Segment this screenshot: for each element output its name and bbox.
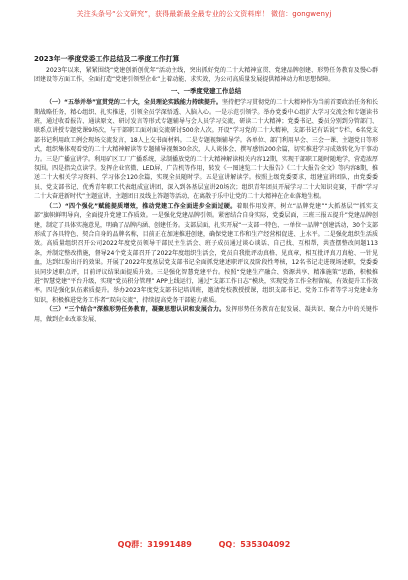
subsection-3-heading: （三）“三个结合”深推形势任务教育，凝聚思想认识和发展合力。 xyxy=(46,306,226,314)
subsection-1-text: 坚持把学习贯彻党的二十大精神作为当前首要政治任务和长期战略任务，精心组织、扎实推进，引领全员学深悟透、入脑入心。一是示范引领学。举办党委中心组扩大学习交流会和专题读书班，通过收看报告、通读原文、研讨发言等形式专题辅导与会人员学习交流，研读二十大精神；党委书记、委员分别到分管部门、联系点讲授专题党课9场次，与干部职工面对面交流研讨500余人次。开设“学习党的二十大精神，支部书记有话说”专栏，6名党支部书记利用政工例会现场交流发言，18人上交书面材料。二是专题视频辅导学。各单位、部门利用早会、三会一课、主题党日等形式，组织集体观看党的二十大精神解读等专题辅导视频30余次，人人谈体会、撰写感悟200余篇，切实推进学习成效转化为干事动力。三是广播宣讲学。利用矿区工厂广播系统，录制播放党的二十大精神解读相关内容12期，实现干部职工随时随地学，营造浓厚氛围。四是指尖点读学。发挥企业官微、LED屏、广告机等作用，转发《一图速览二十大报告》《二十大报告全文》等内容8期，推送二十大相关学习资料、学习体会120余篇，实现全员随时学。五是宣讲解读学。按照上级党委要求，组建宣讲团队，由党委委员、党支部书记、优秀青年职工代表组成宣讲团，深入到各基层宣讲20场次；组织青年团员开展学习二十大知识竞赛，干群“学习二十大奋进新时代”主题宣讲，主题团日及线上答题等活动，在离散于乐中让党的二十大精神在企业落地生根。 xyxy=(34,99,378,201)
subsection-1 xyxy=(34,98,378,201)
subsection-2-text: 着眼作用发挥，树立“品牌党建”“大抓基层”“抓实支部”旗帜鲜明导向，全面提升党建工作质效。一是强化党建品牌引领。紧密结合自身实际，党委层面，三班三报五提升”党建品牌创建，制定了具体实施意见，明确了品牌内涵、创建任务。支部层面，扎实开展“一支部一特色、一单位一品牌”创建活动，30个支部形成了各具特色、契合自身的品牌名称，目前正在加速推进创建，确保党建工作和生产经营相促进、上水平。二是强化组织生活质效。高质量组织召开公司2022年度党员领导干部民主生活会、班子成员通过谈心谈话、自己找、互相帮，共查摆整改问题113条，并制定整改措施，督导24个党支部召开了2022年度组织生活会，党员自我批评动真格、见真章，相互批评真刀真枪、一针见血，达到红脸出汗的效果。开展了2022年度基层党支部书记全面抓党建述职评议及阶段性考核，12名书记走进现场述职，党委委员同步述职点评，目前评议结果面提质升效。三是强化智慧党建平台。按照“党建生产融合、资源共享、精准施策”思路，积极推进“智慧党建”平台升级，实现“党员积分管理” APP上线运行，通过“支部工作日志”模块，实现党务工作全程留痕，有效提升工作效率。四是强化队伍素质提升。举办2023年度党支部书记培训班，邀请党校教授授课，组织支部书记、党务工作者等学习党建业务知识，积极推进党务工作者“双向交流”，持续提高党务干部能力素质。 xyxy=(34,202,378,304)
subsection-3-text: 发挥形势任务教育在促发展、凝共识、聚合力中的关键作用，做到企业改革发展、 xyxy=(34,306,378,323)
footer-qq-group: QQ群：31991489 xyxy=(117,540,192,549)
subsection-1-heading: （一）“五举并举”宣贯党的二十大，全员理论实践能力持续提升。 xyxy=(46,99,222,107)
subsection-2 xyxy=(34,202,378,305)
subsection-3 xyxy=(34,305,378,324)
section-heading: 一、一季度党建工作总结 xyxy=(170,86,242,95)
document-body xyxy=(34,54,378,324)
footer-qq: QQ：535304092 xyxy=(218,540,291,549)
document-title: 2023年一季度党委工作总结及二季度工作打算 xyxy=(34,55,180,63)
footer-contact xyxy=(0,539,408,550)
top-banner: 关注头条号“公文研究”，获得最新最全最专业的公文资料库！ 微信：gongwenyj xyxy=(76,10,332,18)
subsection-2-heading: （二）“四个强化”赋能提质增效，推动党建工作全面进步全面过硬。 xyxy=(46,202,237,210)
intro-paragraph: 2023年以来，紧紧围绕“党建创新创优年”活动主线，突出抓好党的二十大精神宣贯、党建品牌创建、形势任务教育及慢心群团建设等方面工作，全面打造“党建引领型企业”上着动能、求实效，为公司高质量发展提供精神动力和思想保障。 xyxy=(34,67,378,84)
